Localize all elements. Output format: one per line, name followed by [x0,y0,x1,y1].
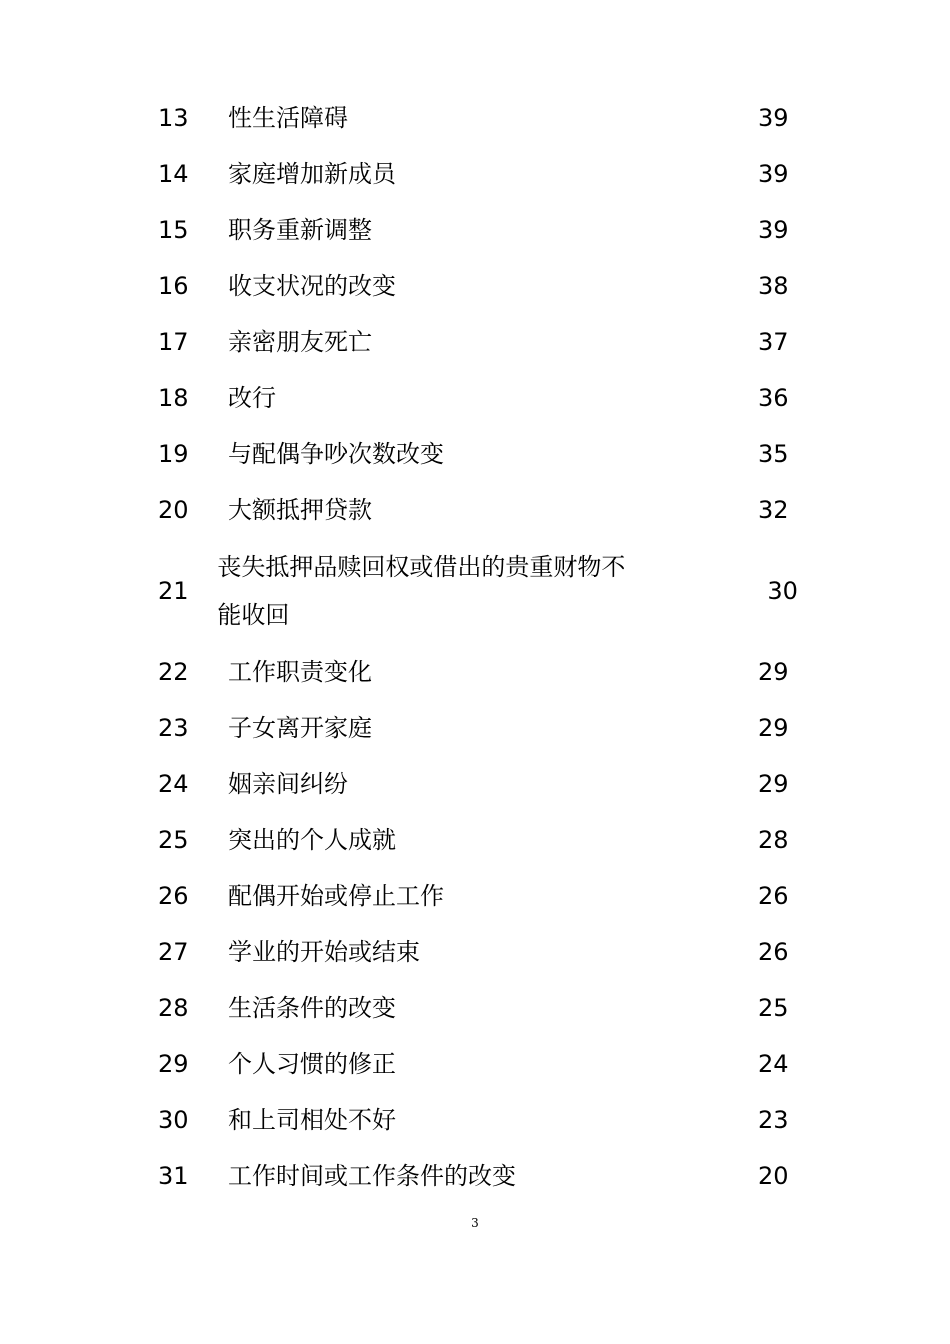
event-name: 工作时间或工作条件的改变 [228,1162,516,1190]
event-name: 子女离开家庭 [228,714,372,742]
event-score: 29 [758,714,789,742]
event-score: 37 [758,328,789,356]
life-events-table [140,90,820,1204]
row-number: 14 [158,160,189,188]
row-number: 27 [158,938,189,966]
table-row [140,1036,820,1092]
row-number: 19 [158,440,189,468]
table-row [140,90,820,146]
table-row [140,700,820,756]
page-number: 3 [471,1216,479,1230]
table-row [140,812,820,868]
event-score: 29 [758,658,789,686]
event-score: 23 [758,1106,789,1134]
event-name: 丧失抵押品赎回权或借出的贵重财物不能收回 [217,553,626,629]
event-name: 姻亲间纠纷 [228,770,348,798]
event-score: 25 [758,994,789,1022]
event-score: 39 [758,160,789,188]
row-number: 16 [158,272,189,300]
event-score: 24 [758,1050,789,1078]
event-name: 工作职责变化 [228,658,372,686]
row-number: 28 [158,994,189,1022]
table-row [140,924,820,980]
row-number: 30 [158,1106,189,1134]
table-row [140,202,820,258]
event-name: 配偶开始或停止工作 [228,882,444,910]
table-row [140,1092,820,1148]
event-score: 32 [758,496,789,524]
row-number: 25 [158,826,189,854]
event-score: 26 [758,938,789,966]
event-name: 大额抵押贷款 [228,496,372,524]
event-name: 生活条件的改变 [228,994,396,1022]
event-name: 改行 [228,384,276,412]
event-name: 个人习惯的修正 [228,1050,396,1078]
table-row [140,258,820,314]
table-row [140,756,820,812]
event-score: 28 [758,826,789,854]
event-score: 29 [758,770,789,798]
table-row [140,314,820,370]
table-row [140,980,820,1036]
event-score: 26 [758,882,789,910]
row-number: 22 [158,658,189,686]
event-name: 家庭增加新成员 [228,160,396,188]
event-score: 36 [758,384,789,412]
event-name: 学业的开始或结束 [228,938,420,966]
event-score: 39 [758,104,789,132]
event-score: 30 [767,577,798,605]
table-row [140,644,820,700]
table-row [140,370,820,426]
event-name: 和上司相处不好 [228,1106,396,1134]
table-row [140,146,820,202]
table-row [140,1148,820,1204]
row-number: 13 [158,104,189,132]
table-row [140,426,820,482]
row-number: 23 [158,714,189,742]
event-name: 收支状况的改变 [228,272,396,300]
row-number: 15 [158,216,189,244]
event-name: 与配偶争吵次数改变 [228,440,444,468]
event-name: 亲密朋友死亡 [228,328,372,356]
event-score: 35 [758,440,789,468]
event-score: 20 [758,1162,789,1190]
row-number: 31 [158,1162,189,1190]
row-number: 21 [158,577,189,605]
row-number: 26 [158,882,189,910]
row-number: 17 [158,328,189,356]
table-row [140,868,820,924]
event-name: 职务重新调整 [228,216,372,244]
event-name: 性生活障碍 [228,104,348,132]
event-score: 38 [758,272,789,300]
row-number: 20 [158,496,189,524]
row-number: 24 [158,770,189,798]
event-score: 39 [758,216,789,244]
event-name: 突出的个人成就 [228,826,396,854]
row-number: 18 [158,384,189,412]
table-row [140,538,820,644]
table-row [140,482,820,538]
row-number: 29 [158,1050,189,1078]
